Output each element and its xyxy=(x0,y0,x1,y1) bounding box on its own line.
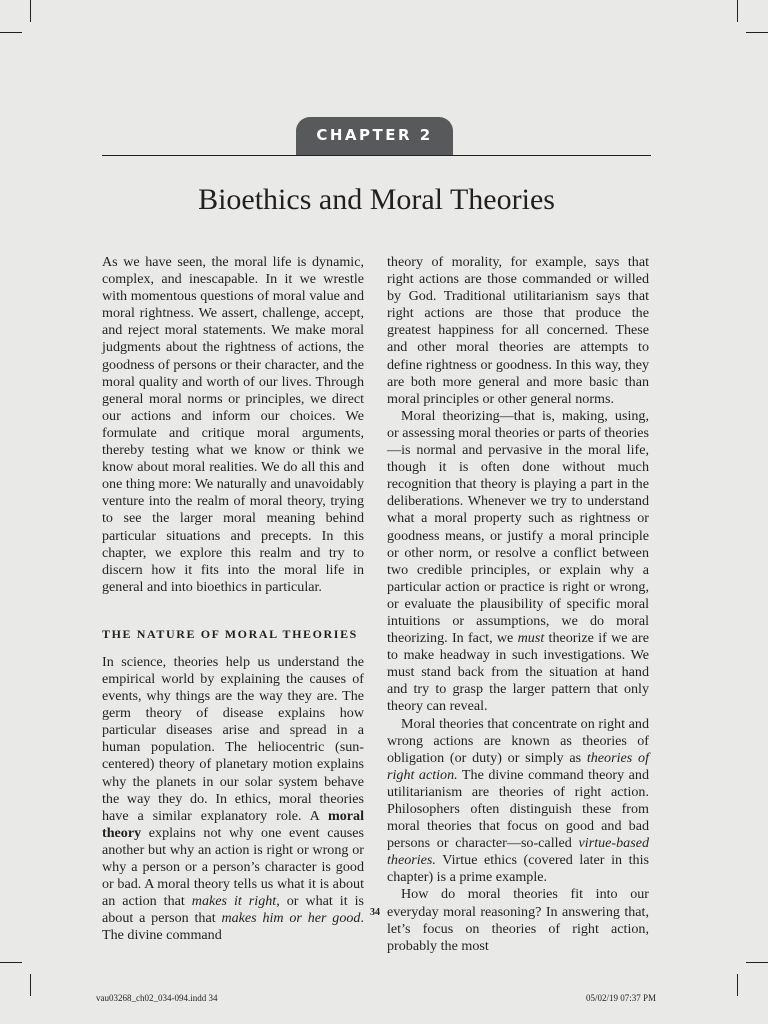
right-column xyxy=(387,254,649,955)
page-number: 34 xyxy=(370,907,380,918)
file-slug: vau03268_ch02_034-094.indd 34 xyxy=(96,993,218,1003)
page-title: Bioethics and Moral Theories xyxy=(198,183,555,216)
section-heading: THE NATURE OF MORAL THEORIES xyxy=(102,626,358,641)
crop-mark xyxy=(746,962,768,963)
crop-mark xyxy=(737,974,738,996)
crop-mark xyxy=(737,0,738,22)
crop-mark xyxy=(0,32,22,33)
chapter-rule xyxy=(102,155,651,156)
paragraph: Moral theorizing—that is, making, using, or assessing moral theories or parts of theories—is normal and pervasive in the moral life, though it is often done without much recognition that theory is playing a part in the deliberations. Whenever we try to understand what a moral property such as rightness or goodness means, or justify a moral principle or other norm, or resolve a conflict between two credible principles, or explain why a particular action or practice is right or wrong, or evaluate the plausibility of specific moral intuitions or assumptions, we do moral theorizing. In fact, we must theorize if we are to make headway in such investigations. We must stand back from the situation at hand and try to grasp the larger pattern that only theory can reveal. xyxy=(387,407,649,715)
left-column xyxy=(102,254,364,944)
paragraph: As we have seen, the moral life is dynamic, complex, and inescapable. In it we wrestle with momentous questions of moral value and moral rightness. We assert, challenge, accept, and reject moral statements. We make moral judgments about the rightness of actions, the goodness of persons or their character, and the moral quality and worth of our lives. Through general moral norms or principles, we direct our actions and inform our choices. We formulate and critique moral arguments, thereby testing what we know or think we know about moral realities. We do all this and one thing more: We naturally and unavoidably venture into the realm of moral theory, trying to see the larger moral meaning behind particular situations and precepts. In this chapter, we explore this realm and try to discern how it fits into the moral life in general and into bioethics in particular. xyxy=(102,254,364,595)
paragraph: theory of morality, for example, says that right actions are those commanded or willed by God. Traditional utilitarianism says that right actions are those that produce the greatest happiness for all concerned. These and other moral theories are attempts to define rightness or goodness. In this way, they are both more general and more basic than moral principles or other general norms. xyxy=(387,254,649,407)
paragraph: How do moral theories fit into our everyday moral reasoning? In answering that, let’s focus on theories of right action, probably the most xyxy=(387,886,649,954)
chapter-label: CHAPTER 2 xyxy=(296,117,453,155)
crop-mark xyxy=(30,0,31,22)
crop-mark xyxy=(746,32,768,33)
paragraph: Moral theories that concentrate on right and wrong actions are known as theories of obligation (or duty) or simply as theories of right action. The divine command theory and utilitarianism are theories of right action. Philosophers often distinguish these from moral theories that focus on good and bad persons or character—so-called virtue-based theories. Virtue ethics (covered later in this chapter) is a prime example. xyxy=(387,715,650,886)
crop-mark xyxy=(30,974,31,996)
crop-mark xyxy=(0,962,22,963)
paragraph: In science, theories help us understand the empirical world by explaining the causes of events, why things are the way they are. The germ theory of disease explains how particular diseases arise and spread in a human population. The heliocentric (sun-centered) theory of planetary motion explains why the planets in our solar system behave the way they do. In ethics, moral theories have a similar explanatory role. A moral theory explains not why one event causes another but why an action is right or wrong or why a person or a person’s character is good or bad. A moral theory tells us what it is about an action that makes it right, or what it is about a person that makes him or her good. The divine command xyxy=(102,653,364,944)
key-term: moral theory xyxy=(102,807,364,841)
date-slug: 05/02/19 07:37 PM xyxy=(585,993,656,1003)
